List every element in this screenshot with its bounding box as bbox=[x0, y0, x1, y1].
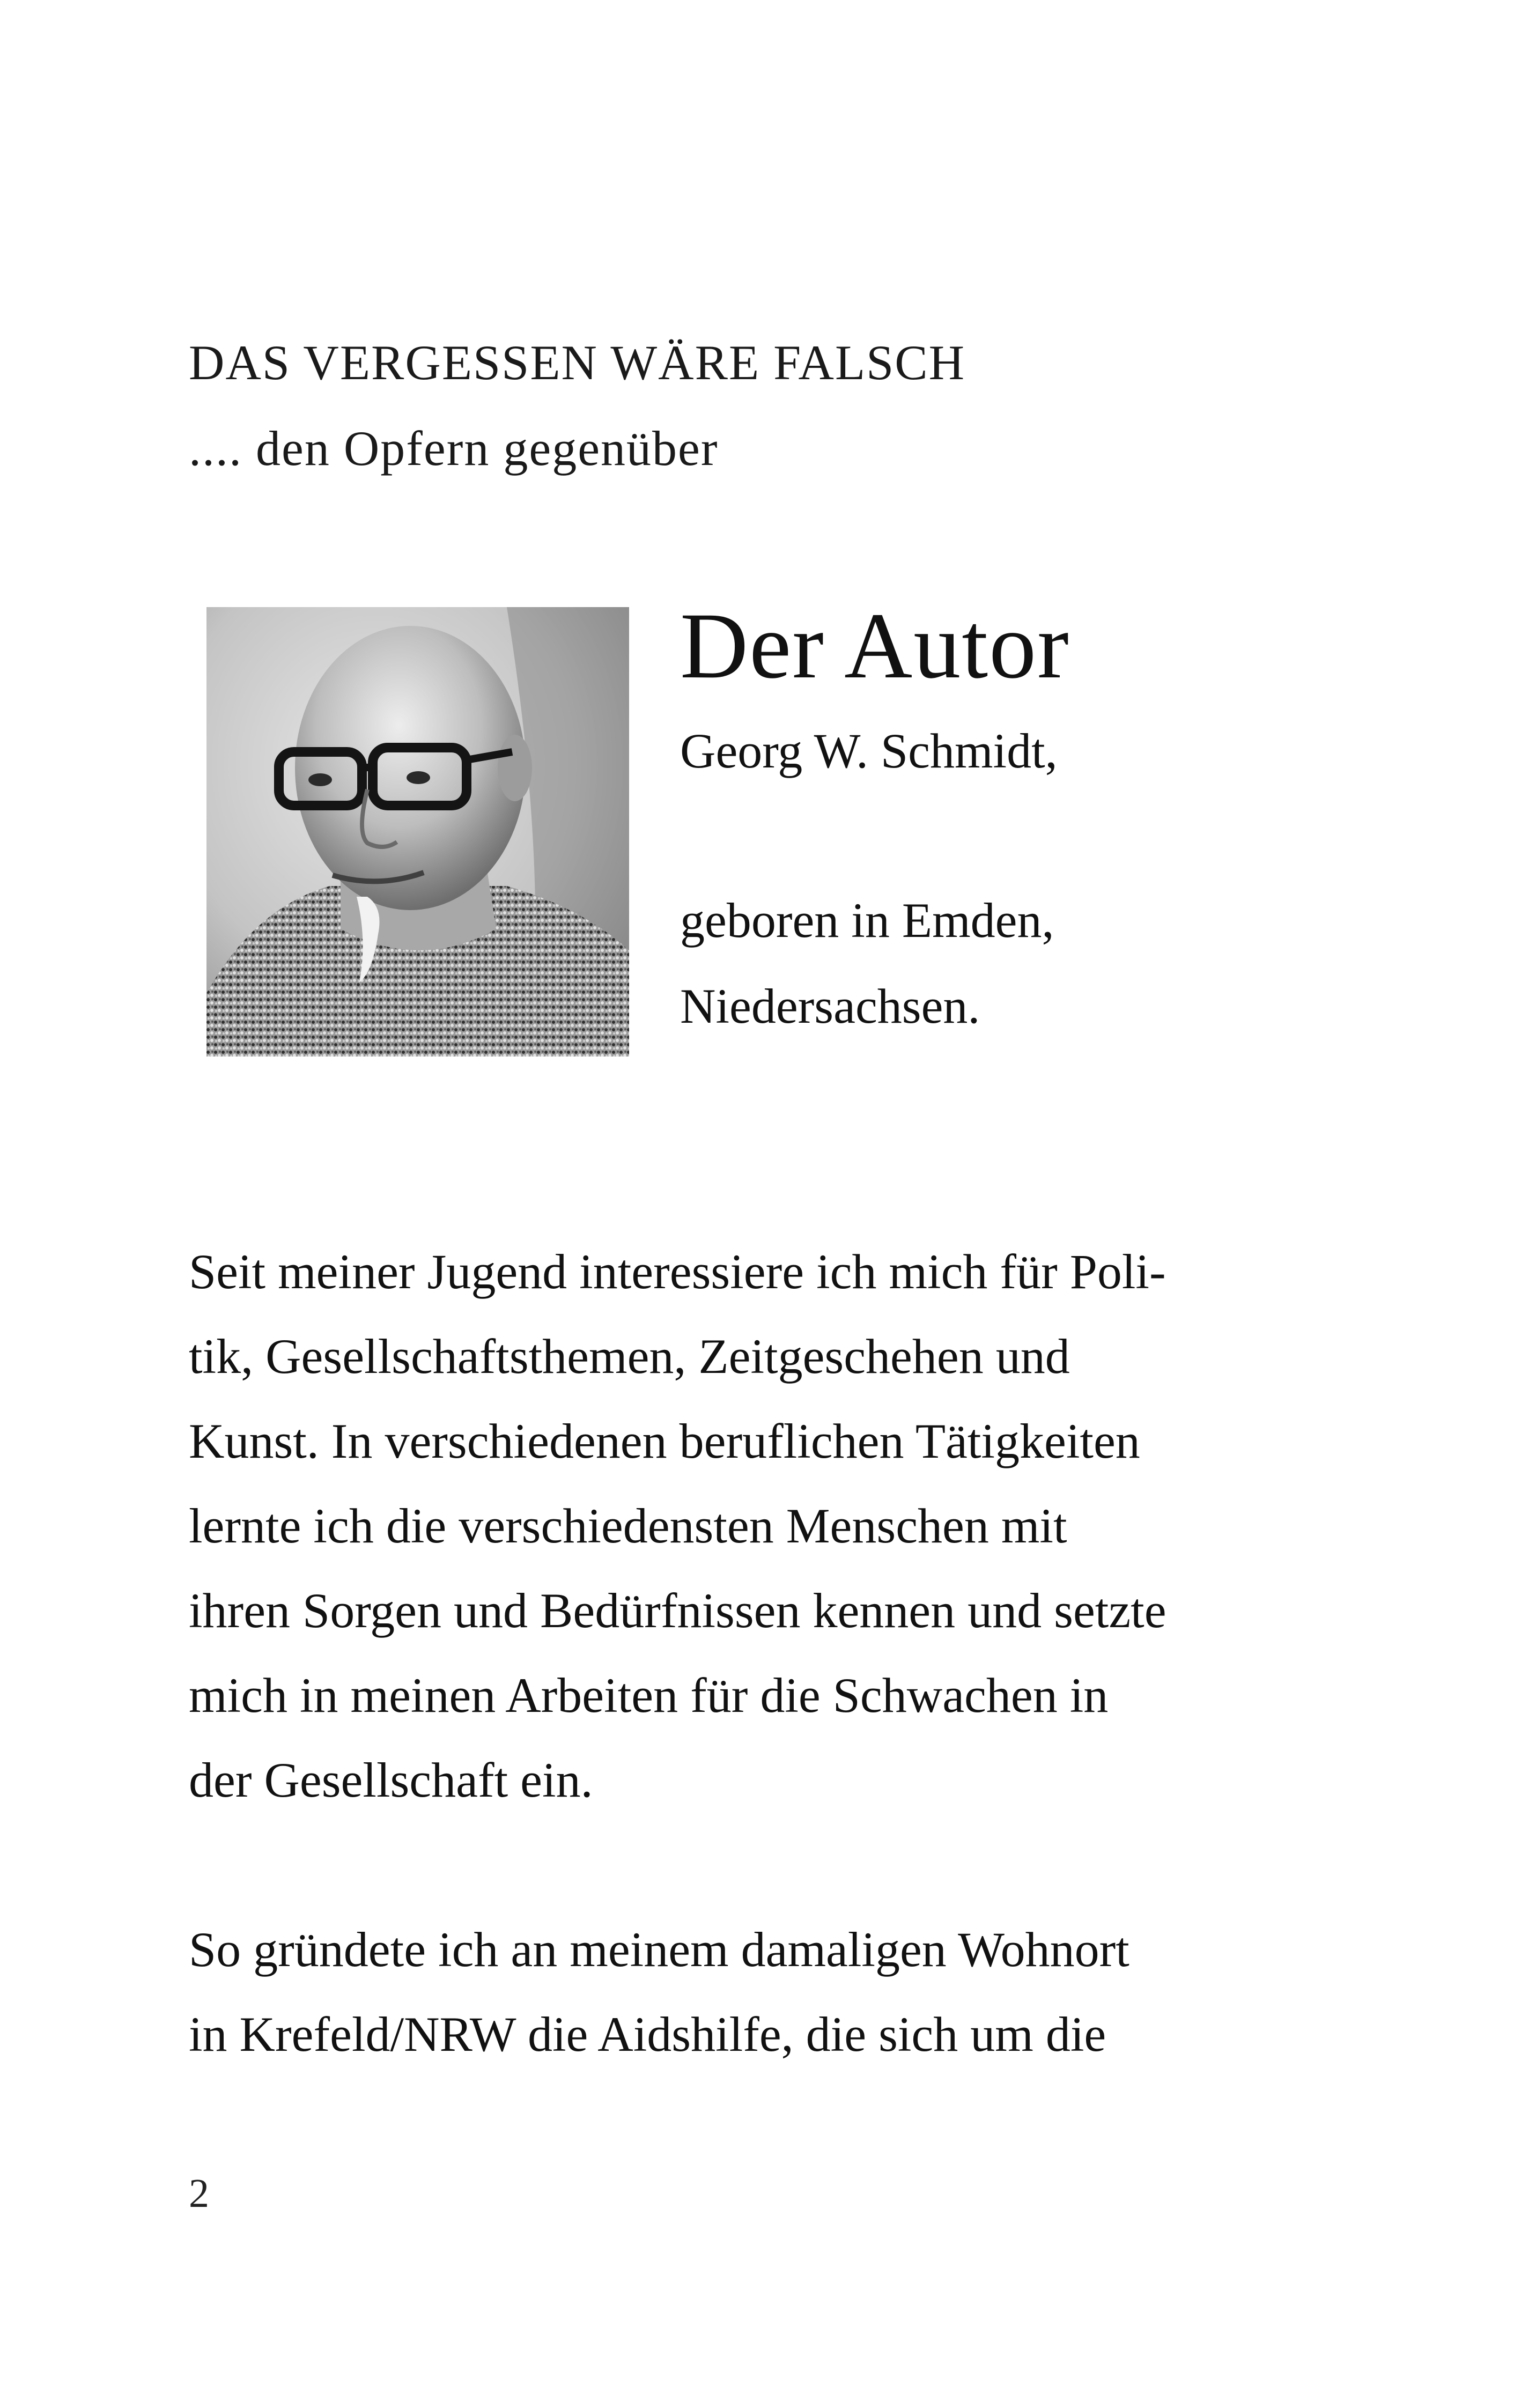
paragraph-2 bbox=[189, 1907, 1369, 2077]
paragraph-1-line: lernte ich die verschiedensten Menschen mit bbox=[189, 1498, 1067, 1553]
author-portrait bbox=[206, 607, 629, 1057]
book-subtitle: .... den Opfern gegenüber bbox=[189, 421, 719, 476]
paragraph-1-line: tik, Gesellschaftsthemen, Zeitgeschehen und bbox=[189, 1329, 1070, 1384]
paragraph-1-line: Kunst. In verschiedenen beruflichen Tätigkeiten bbox=[189, 1414, 1140, 1468]
paragraph-2-line: in Krefeld/NRW die Aidshilfe, die sich um die bbox=[189, 2007, 1106, 2062]
paragraph-1 bbox=[189, 1229, 1369, 1822]
author-spacer bbox=[680, 794, 1070, 877]
author-birthplace-line-1: geboren in Emden, bbox=[680, 893, 1054, 948]
running-head bbox=[189, 320, 965, 491]
paragraph-1-line: ihren Sorgen und Bedürfnissen kennen und setzte bbox=[189, 1583, 1166, 1638]
author-info bbox=[680, 585, 1070, 1049]
body-text bbox=[189, 1229, 1369, 2077]
paragraph-1-line: Seit meiner Jugend interessiere ich mich für Poli- bbox=[189, 1244, 1166, 1299]
page-number: 2 bbox=[189, 2171, 209, 2216]
author-portrait-illustration bbox=[206, 607, 629, 1057]
author-name: Georg W. Schmidt, bbox=[680, 723, 1058, 778]
paragraph-2-line: So gründete ich an meinem damaligen Wohnort bbox=[189, 1922, 1129, 1977]
author-birthplace-line-2: Niedersachsen. bbox=[680, 979, 980, 1033]
book-title: DAS VERGESSEN WÄRE FALSCH bbox=[189, 335, 966, 390]
author-heading: Der Autor bbox=[680, 594, 1070, 698]
paragraph-1-line: der Gesellschaft ein. bbox=[189, 1753, 593, 1807]
paragraph-1-line: mich in meinen Arbeiten für die Schwachen in bbox=[189, 1668, 1109, 1723]
